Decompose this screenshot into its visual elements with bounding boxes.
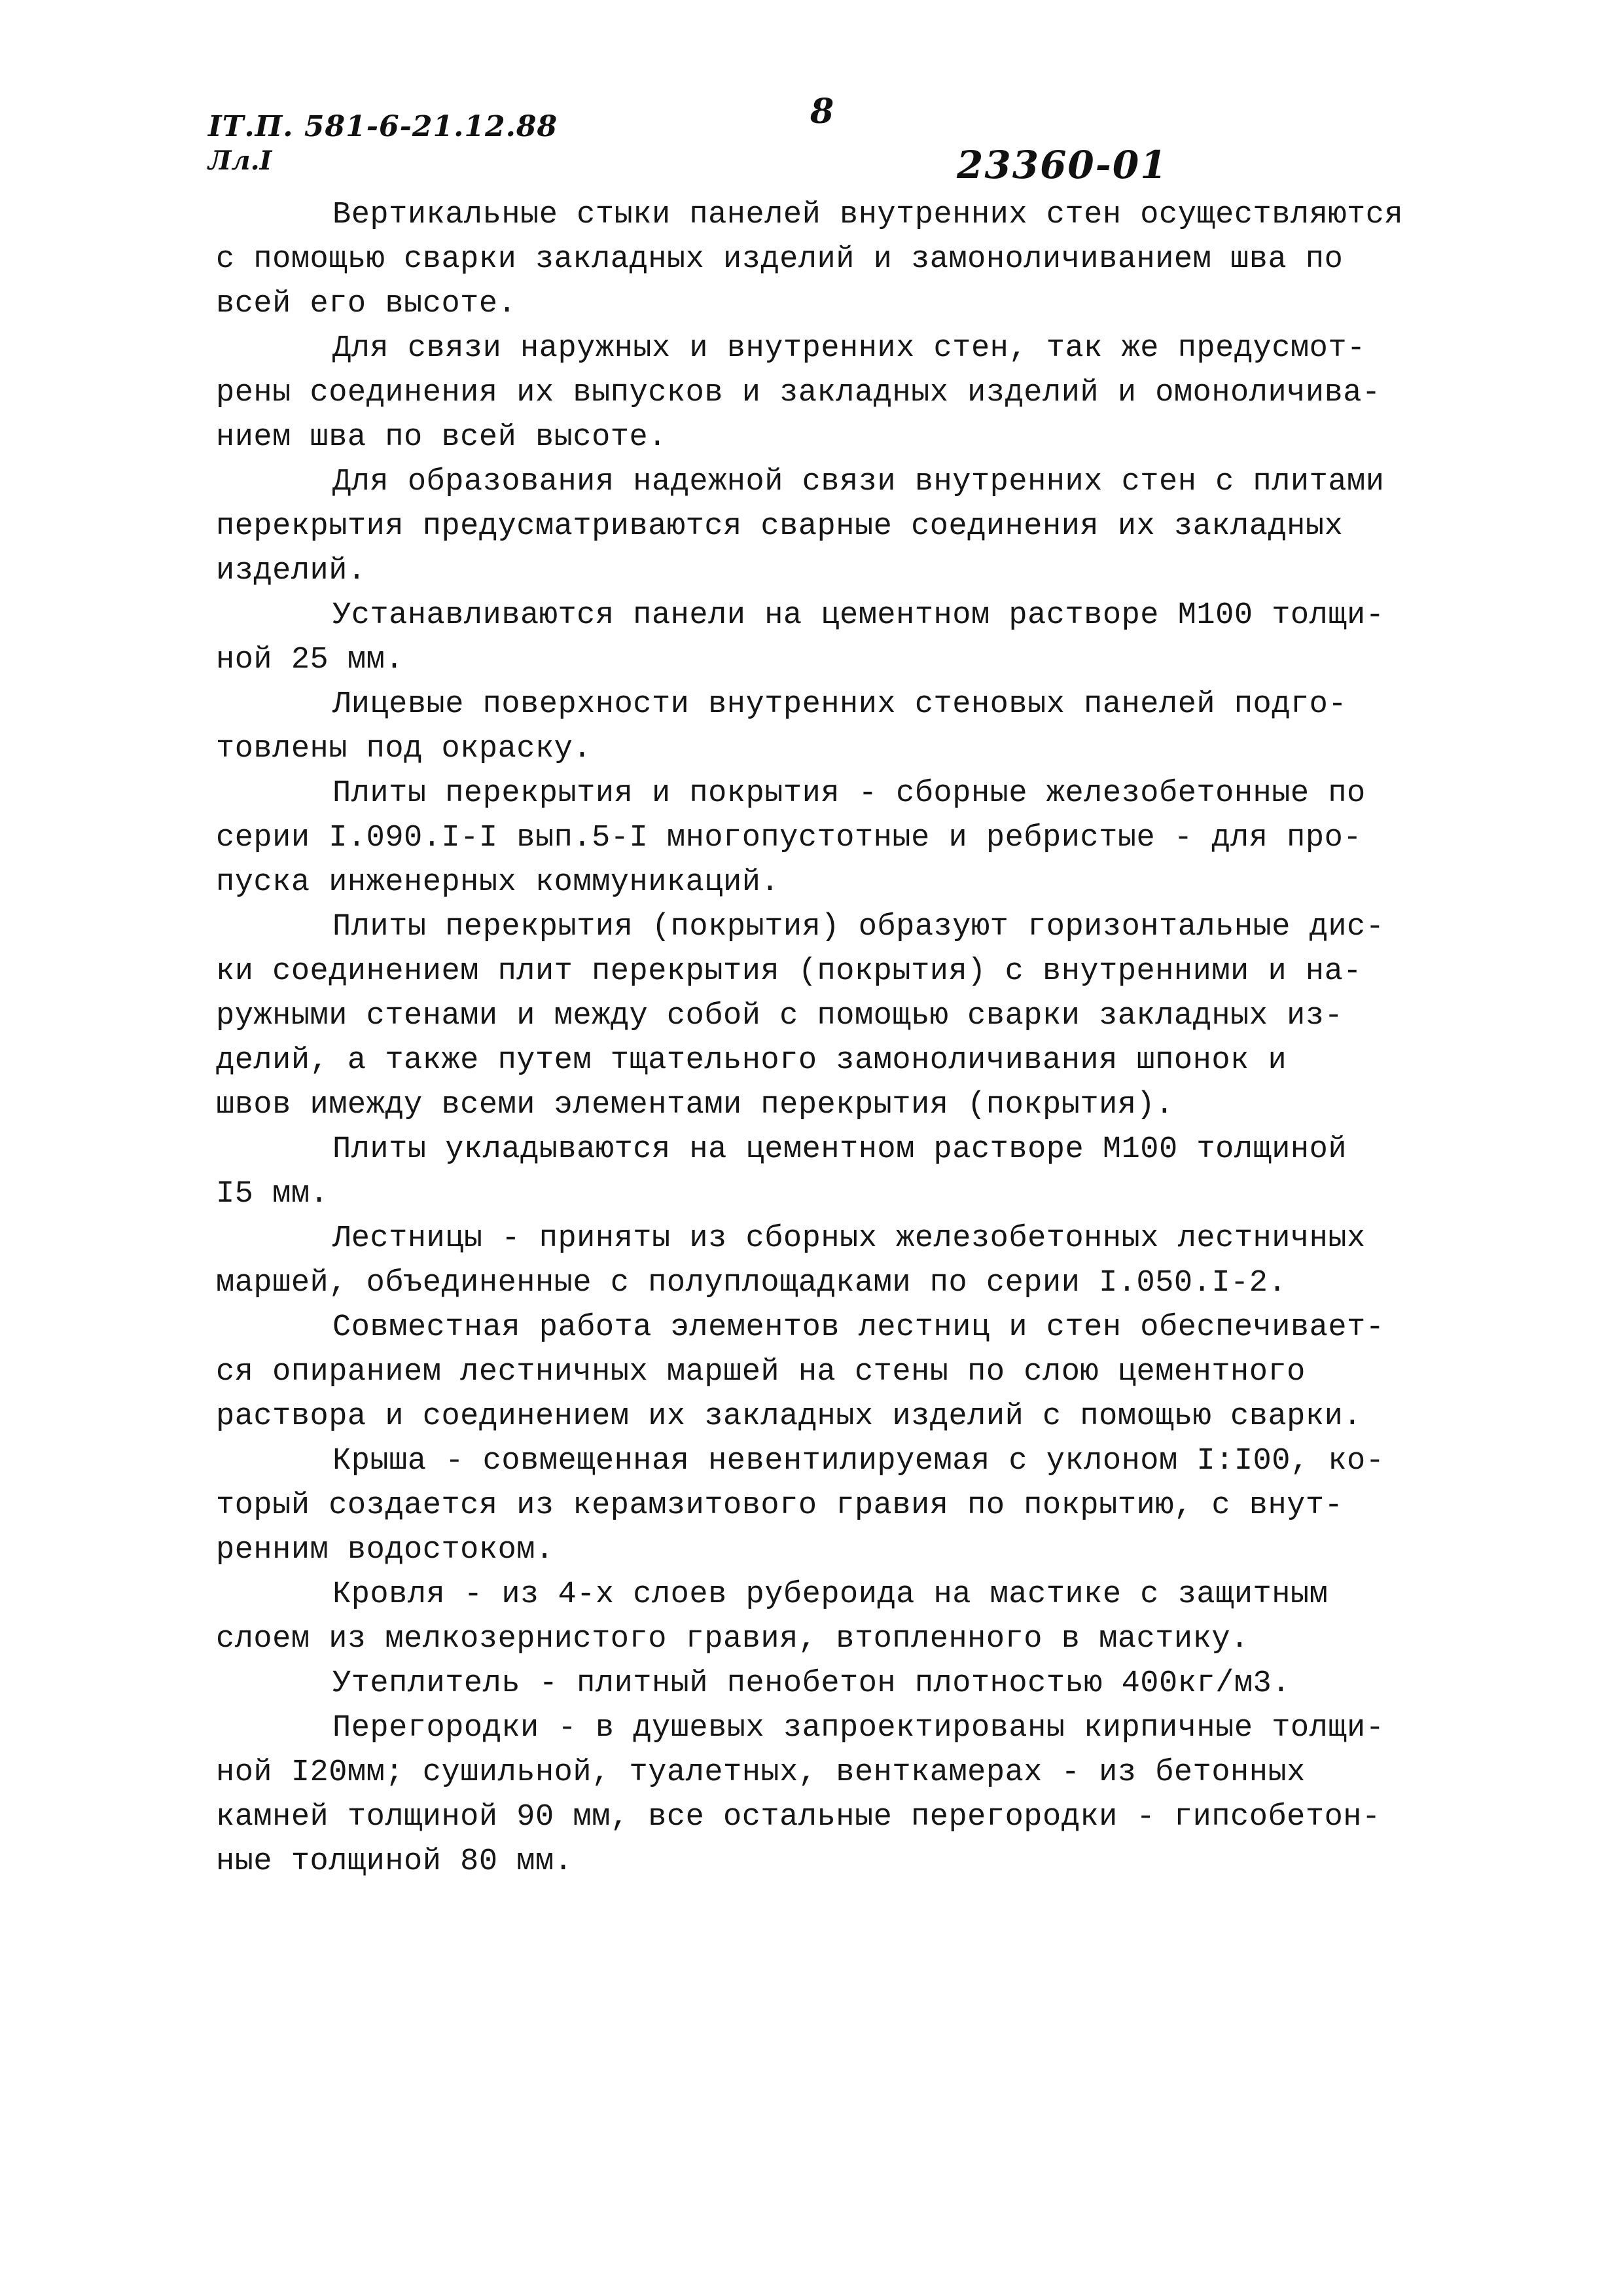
paragraph (216, 1439, 1420, 1573)
paragraph-line: швов имежду всеми элементами перекрытия (покрытия). (216, 1088, 1174, 1122)
paragraph-line: ной I20мм; сушильной, туалетных, венткамерах - из бетонных (216, 1755, 1306, 1790)
paragraph-first-line: Совместная работа элементов лестниц и стен обеспечивает- (332, 1310, 1385, 1345)
paragraph-line: ружными стенами и между собой с помощью сварки закладных из- (216, 999, 1344, 1033)
paragraph-line: рены соединения их выпусков и закладных изделий и омоноличива- (216, 376, 1381, 410)
paragraph-line: торый создается из керамзитового гравия по покрытию, с внут- (216, 1488, 1344, 1523)
paragraph-line: ся опиранием лестничных маршей на стены по слою цементного (216, 1355, 1306, 1390)
paragraph (216, 594, 1420, 683)
paragraph (216, 460, 1420, 594)
paragraph-line: камней толщиной 90 мм, все остальные перегородки - гипсобетон- (216, 1800, 1381, 1835)
sheet-label: Лл.I (208, 145, 272, 176)
paragraph (216, 327, 1420, 460)
paragraph-line: с помощью сварки закладных изделий и замоноличиванием шва по (216, 242, 1344, 277)
paragraph (216, 683, 1420, 772)
paragraph-line: серии I.090.I-I вып.5-I многопустотные и ребристые - для про- (216, 821, 1362, 855)
paragraph (216, 1128, 1420, 1217)
paragraph-line: маршей, объединенные с полуплощадками по серии I.050.I-2. (216, 1266, 1287, 1300)
paragraph-first-line: Утеплитель - плитный пенобетон плотностью 400кг/м3. (332, 1666, 1291, 1701)
paragraph (216, 772, 1420, 905)
paragraph-line: перекрытия предусматриваются сварные соединения их закладных (216, 509, 1344, 544)
paragraph-line: нием шва по всей высоте. (216, 420, 667, 455)
document-reference-number: ӀТ.П. 581-6-21.12.88 (208, 110, 558, 143)
paragraph-line: ки соединением плит перекрытия (покрытия) с внутренними и на- (216, 954, 1362, 989)
paragraph (216, 1706, 1420, 1884)
paragraph-line: изделий. (216, 554, 366, 588)
paragraph-first-line: Лицевые поверхности внутренних стеновых панелей подго- (332, 687, 1347, 722)
paragraph-first-line: Перегородки - в душевых запроектированы кирпичные толщи- (332, 1711, 1385, 1746)
paragraph-line: ные толщиной 80 мм. (216, 1844, 573, 1879)
paragraph-first-line: Кровля - из 4-х слоев рубероида на мастике с защитным (332, 1577, 1329, 1612)
paragraph-line: товлены под окраску. (216, 732, 592, 766)
paragraph-first-line: Плиты укладываются на цементном растворе M100 толщиной (332, 1132, 1347, 1167)
paragraph (216, 1217, 1420, 1306)
document-code: 23360-01 (957, 143, 1168, 187)
paragraph-line: ной 25 мм. (216, 643, 404, 677)
paragraph-line: делий, а также путем тщательного замоноличивания шпонок и (216, 1043, 1287, 1078)
paragraph-first-line: Устанавливаются панели на цементном растворе M100 толщи- (332, 598, 1385, 633)
paragraph (216, 1306, 1420, 1439)
paragraph (216, 193, 1420, 327)
paragraph (216, 1573, 1420, 1662)
paragraph-line: ренним водостоком. (216, 1533, 554, 1568)
paragraph (216, 905, 1420, 1128)
page-number: 8 (810, 92, 834, 132)
paragraph-first-line: Вертикальные стыки панелей внутренних стен осуществляются (332, 198, 1404, 232)
paragraph-line: раствора и соединением их закладных изделий с помощью сварки. (216, 1399, 1362, 1434)
paragraph-line: пуска инженерных коммуникаций. (216, 865, 780, 900)
paragraph-line: всей его высоте. (216, 287, 517, 321)
paragraph-first-line: Лестницы - приняты из сборных железобетонных лестничных (332, 1221, 1366, 1256)
paragraph-first-line: Плиты перекрытия (покрытия) образуют горизонтальные дис- (332, 910, 1385, 944)
paragraph-line: слоем из мелкозернистого гравия, втопленного в мастику. (216, 1622, 1249, 1657)
paragraph (216, 1662, 1420, 1706)
paragraph-first-line: Плиты перекрытия и покрытия - сборные железобетонные по (332, 776, 1366, 811)
paragraph-first-line: Для образования надежной связи внутренних стен с плитами (332, 465, 1385, 499)
paragraph-line: I5 мм. (216, 1177, 329, 1211)
document-body (216, 193, 1420, 1884)
paragraph-first-line: Крыша - совмещенная невентилируемая с уклоном I:I00, ко- (332, 1444, 1385, 1479)
paragraph-first-line: Для связи наружных и внутренних стен, так же предусмот- (332, 331, 1366, 366)
